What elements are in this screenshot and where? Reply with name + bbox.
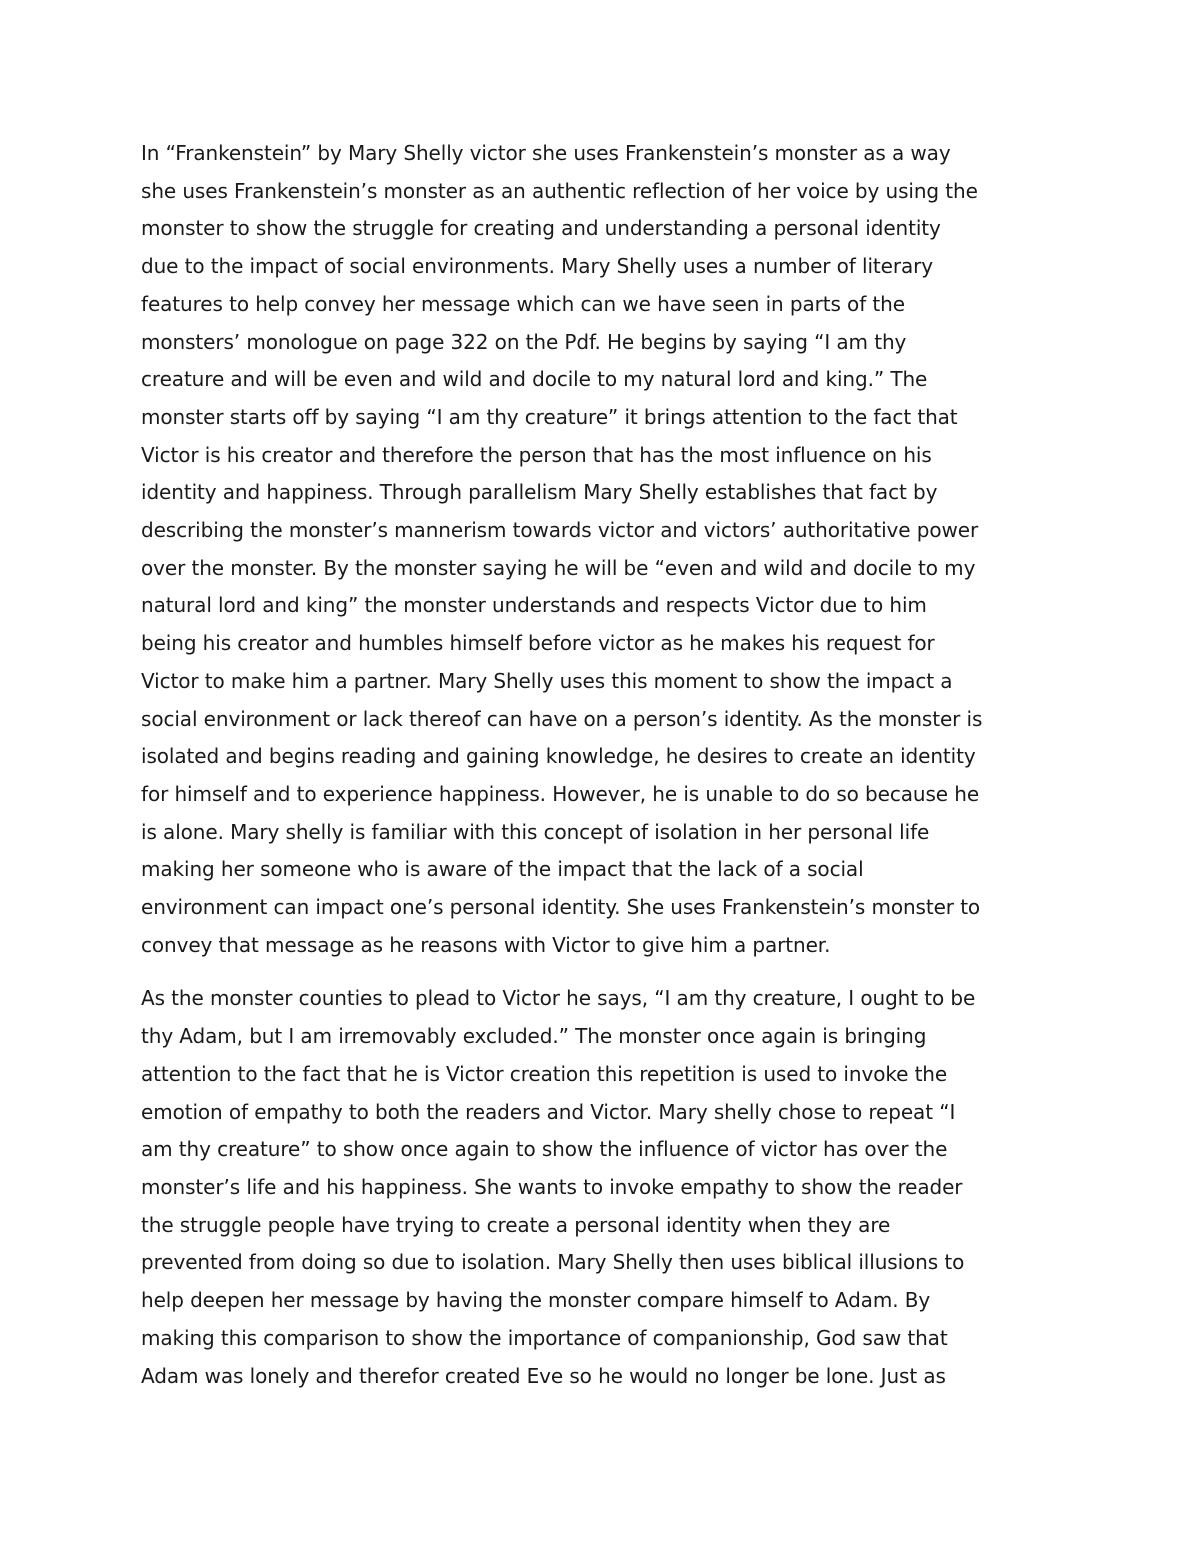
text-line: she uses Frankenstein’s monster as an authentic reflection of her voice by using the [141,178,978,203]
text-line: monster to show the struggle for creating and understanding a personal identity [141,216,941,241]
text-line: monster starts off by saying “I am thy creature” it brings attention to the fact that [141,404,958,429]
text-line: the struggle people have trying to create a personal identity when they are [141,1212,891,1237]
text-line: environment can impact one’s personal identity. She uses Frankenstein’s monster to [141,895,981,920]
text-line: Victor is his creator and therefore the person that has the most influence on his [141,442,932,467]
text-line: is alone. Mary shelly is familiar with this concept of isolation in her personal life [141,819,930,844]
text-line: thy Adam, but I am irremovably excluded.” The monster once again is bringing [141,1024,927,1049]
document-body [141,135,1101,1395]
text-line: Victor to make him a partner. Mary Shelly uses this moment to show the impact a [141,668,953,693]
paragraph-2 [141,980,1101,1395]
text-line: am thy creature” to show once again to show the influence of victor has over the [141,1137,948,1162]
text-line: making this comparison to show the importance of companionship, God saw that [141,1325,948,1350]
text-line: being his creator and humbles himself before victor as he makes his request for [141,631,935,656]
text-line: creature and will be even and wild and docile to my natural lord and king.” The [141,367,928,392]
text-line: Adam was lonely and therefor created Eve so he would no longer be lone. Just as [141,1363,946,1388]
text-line: features to help convey her message which can we have seen in parts of the [141,291,905,316]
text-line: making her someone who is aware of the impact that the lack of a social [141,857,864,882]
text-line: social environment or lack thereof can have on a person’s identity. As the monster is [141,706,983,731]
text-line: monster’s life and his happiness. She wants to invoke empathy to show the reader [141,1174,963,1199]
text-line: natural lord and king” the monster understands and respects Victor due to him [141,593,927,618]
text-line: attention to the fact that he is Victor creation this repetition is used to invoke the [141,1061,948,1086]
text-line: emotion of empathy to both the readers and Victor. Mary shelly chose to repeat “I [141,1099,956,1124]
text-line: convey that message as he reasons with Victor to give him a partner. [141,932,831,957]
text-line: due to the impact of social environments. Mary Shelly uses a number of literary [141,254,934,279]
text-line: As the monster counties to plead to Victor he says, “I am thy creature, I ought to be [141,986,976,1011]
text-line: over the monster. By the monster saying he will be “even and wild and docile to my [141,555,976,580]
text-line: monsters’ monologue on page 322 on the Pdf. He begins by saying “I am thy [141,329,907,354]
text-line: help deepen her message by having the monster compare himself to Adam. By [141,1288,931,1313]
text-line: In “Frankenstein” by Mary Shelly victor she uses Frankenstein’s monster as a way [141,141,951,165]
text-line: identity and happiness. Through parallelism Mary Shelly establishes that fact by [141,480,938,505]
text-line: for himself and to experience happiness. However, he is unable to do so because he [141,781,980,806]
text-line: prevented from doing so due to isolation. Mary Shelly then uses biblical illusions to [141,1250,965,1275]
paragraph-1 [141,135,1101,964]
text-line: isolated and begins reading and gaining knowledge, he desires to create an identity [141,744,976,769]
text-line: describing the monster’s mannerism towards victor and victors’ authoritative power [141,518,979,543]
